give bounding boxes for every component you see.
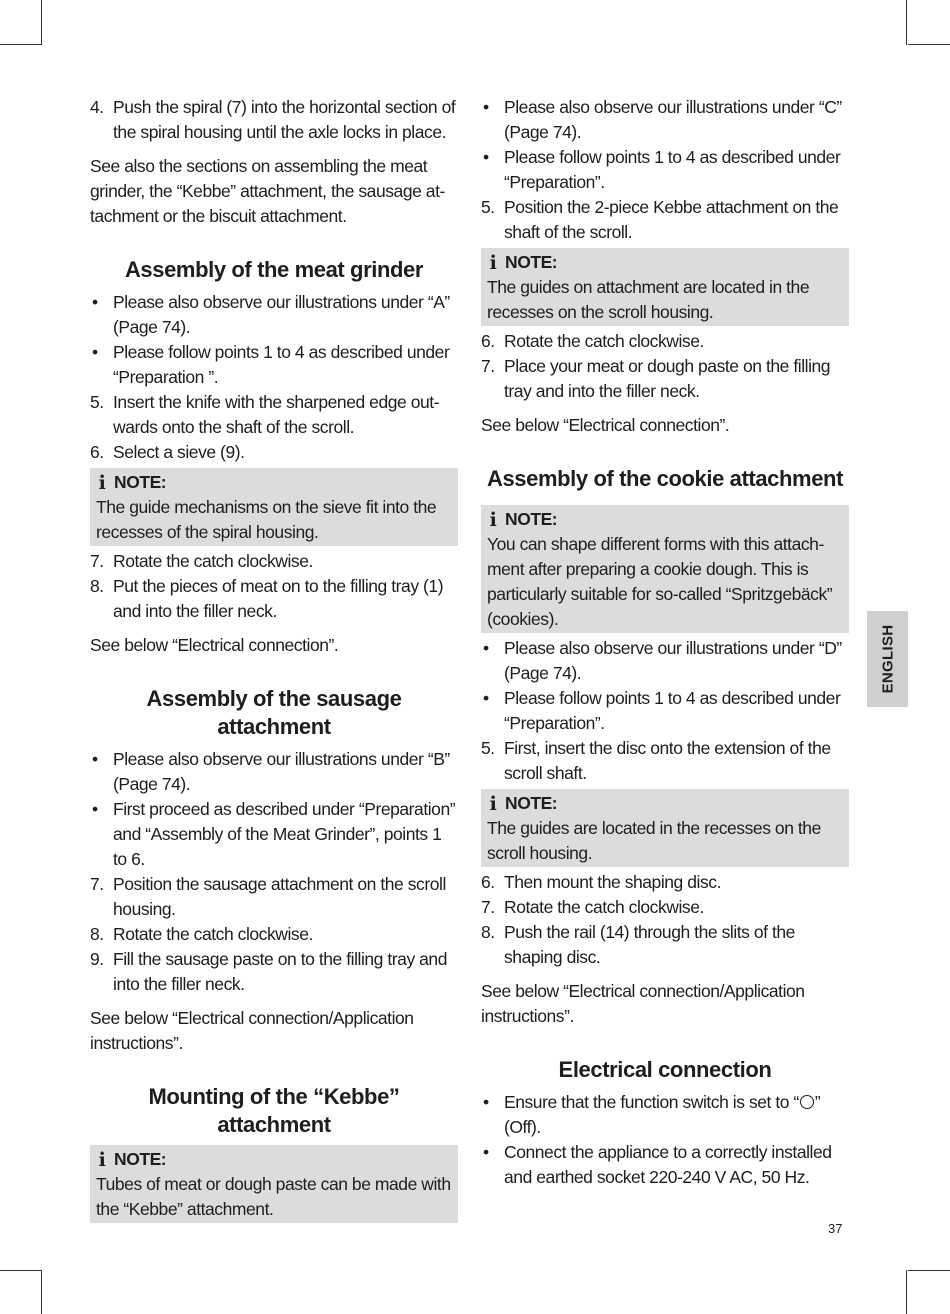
section-heading: Assembly of the sausage attachment [146,686,402,739]
list-marker: 8. [90,576,104,596]
section-heading: Electrical connection [558,1057,772,1082]
note-title [96,470,452,495]
list-marker: • [483,97,489,117]
info-icon: i [489,792,497,815]
crop-mark [0,44,42,45]
note-text: You can shape different forms with this attachment after preparing a cookie dough. This is particularly suitable for so-called “Spritzgebäck” (cookies). [487,534,833,629]
paragraph: See below “Electrical connection/Application instructions”. [90,1008,414,1053]
list-marker: 6. [90,442,104,462]
note-title [487,250,843,275]
crop-mark [908,1270,950,1271]
paragraph: See below “Electrical connection”. [481,415,730,435]
list-marker: 8. [90,924,104,944]
list-item [90,747,458,797]
left-column [90,95,458,1226]
note-text: The guides are located in the recesses on the scroll housing. [487,818,821,863]
note-title [96,1147,452,1172]
list-item [90,340,458,390]
list-item [481,736,849,786]
list-item [90,390,458,440]
list-item [481,354,849,404]
list-marker: • [483,1092,489,1112]
crop-mark [908,44,950,45]
list-marker: 7. [481,356,495,376]
list-marker: • [92,799,98,819]
list-item-text: Select a sieve (9). [113,442,245,462]
list-marker: • [92,292,98,312]
list-item-text: Push the rail (14) through the slits of the shaping disc. [504,922,795,967]
list-item-text: First proceed as described under “Preparation” and “Assembly of the Meat Grinder”, points 1 to 6. [113,799,456,869]
note-label: NOTE: [505,793,558,813]
note-text: The guides on attachment are located in the recesses on the scroll housing. [487,277,810,322]
list-marker: 4. [90,97,104,117]
list-item [481,686,849,736]
list-marker: • [92,342,98,362]
list-item-text: First, insert the disc onto the extension of the scroll shaft. [504,738,831,783]
list-marker: 8. [481,922,495,942]
list-item [90,574,458,624]
crop-mark [41,1270,42,1314]
list-item-text: Rotate the catch clockwise. [504,897,704,917]
list-marker: 7. [481,897,495,917]
note-label: NOTE: [505,252,558,272]
language-tab [867,611,908,707]
list-item-text: Please also observe our illustrations under “B” (Page 74). [113,749,450,794]
note-text: The guide mechanisms on the sieve fit into the recesses of the spiral housing. [96,497,437,542]
list-marker: 5. [90,392,104,412]
note-text: Tubes of meat or dough paste can be made with the “Kebbe” attachment. [96,1174,451,1219]
note-box [481,505,849,633]
list-item-text: Please follow points 1 to 4 as described under “Preparation”. [504,688,841,733]
paragraph: See below “Electrical connection”. [90,635,339,655]
crop-mark [906,0,907,45]
list-item-text: Push the spiral (7) into the horizontal section of the spiral housing until the axle locks in place. [113,97,456,142]
list-item [481,329,849,354]
section-heading: Mounting of the “Kebbe” attachment [148,1084,400,1137]
list-item-text: Rotate the catch clockwise. [504,331,704,351]
list-item [90,797,458,872]
list-item-text: Please follow points 1 to 4 as described under “Preparation”. [504,147,841,192]
list-item-text: Put the pieces of meat on to the filling tray (1) and into the filler neck. [113,576,444,621]
note-label: NOTE: [114,1149,167,1169]
section-heading: Assembly of the meat grinder [124,257,424,282]
crop-mark [0,1270,42,1271]
note-label: NOTE: [505,509,558,529]
list-marker: • [483,147,489,167]
list-item [481,1090,849,1140]
list-item [90,95,458,145]
list-item [90,290,458,340]
list-item [481,145,849,195]
list-item-text: Rotate the catch clockwise. [113,551,313,571]
list-marker: 5. [481,738,495,758]
list-item-text: Fill the sausage paste on to the filling tray and into the filler neck. [113,949,447,994]
list-item-text: Connect the appliance to a correctly installed and earthed socket 220-240 V AC, 50 Hz. [504,1142,832,1187]
list-item-text: Please also observe our illustrations under “A” (Page 74). [113,292,450,337]
list-item-text: Please follow points 1 to 4 as described under “Preparation ”. [113,342,450,387]
info-icon: i [98,1148,106,1171]
list-item-text: Insert the knife with the sharpened edge outwards onto the shaft of the scroll. [113,392,440,437]
list-marker: • [483,1142,489,1162]
crop-mark [41,0,42,45]
list-marker: • [92,749,98,769]
list-item [481,1140,849,1190]
list-item [90,440,458,465]
note-box [90,468,458,546]
list-marker: 6. [481,872,495,892]
list-item [90,872,458,922]
list-marker: 7. [90,551,104,571]
note-label: NOTE: [114,472,167,492]
paragraph: See also the sections on assembling the meat grinder, the “Kebbe” attachment, the sausage attachment or the biscuit attachment. [90,156,446,226]
right-column [481,95,849,1190]
info-icon: i [98,471,106,494]
list-item-text: Then mount the shaping disc. [504,872,721,892]
list-item-text: Place your meat or dough paste on the filling tray and into the filler neck. [504,356,831,401]
paragraph: See below “Electrical connection/Application instructions”. [481,981,805,1026]
list-item [481,195,849,245]
note-title [487,791,843,816]
list-item-text: Please also observe our illustrations under “D” (Page 74). [504,638,842,683]
section-heading: Assembly of the cookie attachment [486,466,843,491]
list-item [90,922,458,947]
list-item-text: Ensure that the function switch is set to “ [504,1092,799,1112]
list-item [481,895,849,920]
info-icon: i [489,508,497,531]
list-marker: 7. [90,874,104,894]
list-item-text: ” (Off). [504,1092,821,1137]
list-item-text: Position the 2-piece Kebbe attachment on the shaft of the scroll. [504,197,839,242]
power-off-circle-icon [800,1095,814,1109]
list-item [481,920,849,970]
list-item [481,95,849,145]
list-item [481,636,849,686]
list-marker: 6. [481,331,495,351]
list-marker: • [483,688,489,708]
list-item [481,870,849,895]
language-tab-label: ENGLISH [879,624,896,694]
list-item-text: Position the sausage attachment on the scroll housing. [113,874,446,919]
list-marker: • [483,638,489,658]
note-box [481,789,849,867]
note-box [481,248,849,326]
list-item-text: Rotate the catch clockwise. [113,924,313,944]
list-item-text: Please also observe our illustrations under “C” (Page 74). [504,97,842,142]
list-item [90,947,458,997]
list-marker: 9. [90,949,104,969]
page-number: 37 [828,1221,843,1236]
list-item [90,549,458,574]
info-icon: i [489,251,497,274]
crop-mark [906,1270,907,1314]
note-title [487,507,843,532]
note-box [90,1145,458,1223]
list-marker: 5. [481,197,495,217]
